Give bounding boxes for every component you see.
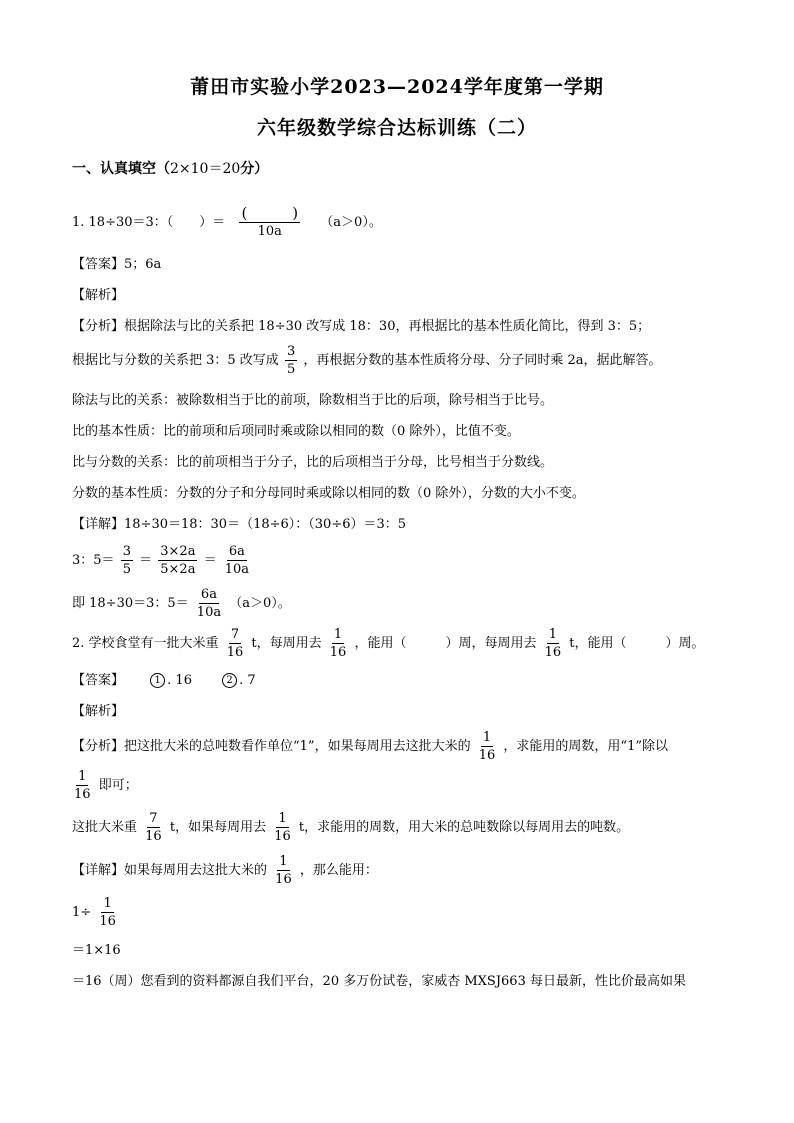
q2-fenxi-2 — [72, 768, 138, 803]
q2-calc-1 — [72, 895, 120, 930]
q1-detail-fraction-3-den: 10a — [224, 562, 250, 577]
q2-detail-1 — [72, 853, 378, 888]
q2-fraction-1-den: 16 — [226, 645, 244, 660]
q2-fenxi-text-3b: t，如果每周用去 — [169, 820, 267, 835]
q1-detail-fraction-1-den: 5 — [122, 562, 131, 577]
q2-detail-fraction-num: 1 — [279, 854, 288, 869]
q1-detail-fraction-1-num: 3 — [122, 544, 131, 559]
q1-detail-fraction-2-den: 5×2a — [160, 562, 196, 577]
section-1-title: 一、认真填空（ — [72, 161, 170, 177]
q1-detail-3 — [72, 586, 291, 621]
q1-detail-2 — [72, 543, 253, 578]
q1-detail-1 — [72, 516, 406, 534]
q1-tail: （a＞0）。 — [320, 215, 382, 230]
q2-calc-1-fraction-num: 1 — [103, 896, 112, 911]
section-1-heading-end: 分） — [240, 161, 269, 177]
q2-fenxi-3-fraction-2 — [272, 810, 293, 845]
q1-detail-3-lead: 即 18÷30＝3：5＝ — [72, 596, 189, 611]
q1-fenxi-2 — [72, 343, 662, 378]
q2-fenxi-fraction-1-den: 16 — [478, 748, 496, 763]
q1-detail-3-tail: （a＞0）。 — [229, 596, 291, 611]
q2-detail-label: 【详解】 — [72, 863, 125, 878]
q1-detail-fraction-2-num: 3×2a — [160, 544, 196, 559]
q2-analysis-label: 【解析】 — [72, 704, 125, 719]
q2-answer-1-marker: 1 — [150, 673, 165, 688]
q2-fenxi-text-1a: 把这批大米的总吨数看作单位“1”，如果每周用去这批大米的 — [124, 739, 471, 754]
q1-detail-3-fraction-den: 10a — [196, 605, 222, 620]
q1-fraction-num: ( ) — [241, 204, 299, 222]
q2-detail-fraction — [273, 853, 294, 888]
q2-fenxi-text-3c: t，求能用的周数，用大米的总吨数除以每周用去的吨数。 — [298, 820, 630, 835]
q2-fraction-2-num: 1 — [333, 627, 343, 642]
q2-fenxi-3-fraction-2-num: 1 — [278, 811, 287, 826]
q1-fenxi-label: 【分析】 — [72, 319, 125, 334]
q2-fenxi-3-fraction-1 — [143, 810, 164, 845]
q1-rule-2: 比的基本性质：比的前项和后项同时乘或除以相同的数（0 除外），比值不变。 — [72, 424, 520, 439]
q1-fenxi-fraction-den: 5 — [286, 362, 296, 377]
q2-fenxi-fraction-1-num: 1 — [482, 730, 492, 745]
q2-mid-1: t，每周用去 — [251, 636, 322, 651]
q2-fenxi-fraction-2-num: 1 — [78, 769, 87, 784]
title-line-1: 莆田市实验小学2023—2024学年度第一学期 — [190, 76, 604, 98]
q2-fenxi-fraction-2 — [72, 768, 93, 803]
q1-rule-1: 除法与比的关系：被除数相当于比的前项，除数相当于比的后项，除号相当于比号。 — [72, 393, 554, 408]
q2-calc-1-lead: 1÷ — [72, 905, 92, 920]
title-line-2: 六年级数学综合达标训练（二） — [256, 117, 537, 139]
q1-detail-label: 【详解】 — [72, 517, 125, 532]
q1-detail-fraction-3-num: 6a — [228, 544, 245, 559]
q2-question — [72, 626, 705, 661]
q2-calc-2: ＝1×16 — [72, 943, 121, 958]
q2-fraction-3 — [543, 626, 564, 661]
q1-fenxi-fraction-num: 3 — [286, 344, 296, 359]
q1-fenxi-text-1: 根据除法与比的关系把 18÷30 改写成 18：30，再根据比的基本性质化简比，得到 3：5； — [124, 319, 651, 334]
q1-lead: 1. 18÷30＝3：（ ）＝ — [72, 215, 226, 230]
q1-answer-label: 【答案】 — [72, 257, 125, 272]
q1-rule-3: 比与分数的关系：比的前项相当于分子，比的后项相当于分母，比号相当于分数线。 — [72, 455, 554, 470]
q2-fenxi-text-3a: 这批大米重 — [72, 820, 138, 835]
q2-answer-1-value: . 16 — [167, 673, 192, 688]
q2-mid-3: t，能用（ ）周。 — [569, 636, 705, 651]
q2-fraction-3-num: 1 — [548, 627, 557, 642]
q1-fenxi-text-2b: ，再根据分数的基本性质将分母、分子同时乘 2a，据此解答。 — [303, 353, 662, 368]
q2-fenxi-3-fraction-1-den: 16 — [145, 829, 162, 844]
q1-answer-value: 5；6a — [124, 257, 162, 272]
q1-detail-fraction-2 — [158, 543, 197, 578]
q2-answer-2-value: . 7 — [239, 673, 256, 688]
q1-analysis-label: 【解析】 — [72, 288, 125, 303]
q2-fraction-2-den: 16 — [329, 645, 347, 660]
q1-detail-fraction-1 — [121, 543, 133, 578]
q1-fenxi-text-2a: 根据比与分数的关系把 3：5 改写成 — [72, 353, 279, 368]
q1-detail-3-fraction-num: 6a — [200, 587, 217, 602]
q2-fraction-2 — [328, 626, 349, 661]
q2-fenxi-1 — [72, 729, 668, 764]
q2-fenxi-label: 【分析】 — [72, 739, 125, 754]
q2-fenxi-fraction-2-den: 16 — [74, 787, 91, 802]
q2-calc-3: ＝16（周）您看到的资料都源自我们平台，20 多万份试卷，家威杏 MXSJ663 每日最新，性比价最高如果 — [72, 974, 686, 989]
q2-fraction-1 — [225, 626, 246, 661]
q1-question — [72, 205, 382, 240]
section-1-score: 2×10＝20 — [170, 161, 241, 177]
q2-answer — [72, 672, 256, 690]
q1-answer — [72, 256, 161, 274]
q1-detail-equals-2: ＝ — [203, 553, 217, 568]
q2-calc-1-fraction — [97, 895, 118, 930]
section-1-heading — [72, 160, 268, 178]
q1-detail-3-fraction — [195, 586, 223, 621]
q1-rule-4: 分数的基本性质：分数的分子和分母同时乘或除以相同的数（0 除外），分数的大小不变。 — [72, 486, 585, 501]
q2-fenxi-fraction-1 — [477, 729, 498, 764]
q1-detail-2-lead: 3：5＝ — [72, 553, 115, 568]
q2-fraction-3-den: 16 — [544, 645, 562, 660]
q1-fenxi-fraction — [285, 343, 297, 378]
q2-fenxi-text-2b: 即可； — [98, 778, 138, 793]
q1-detail-fraction-3 — [223, 543, 251, 578]
q2-answer-2 — [222, 673, 256, 688]
q2-fenxi-text-1b: ，求能用的周数，用“1”除以 — [503, 739, 668, 754]
q2-answer-1 — [150, 673, 192, 688]
q2-detail-text-1a: 如果每周用去这批大米的 — [124, 863, 268, 878]
q2-fraction-1-num: 7 — [230, 627, 240, 642]
q1-detail-equals-1: ＝ — [139, 553, 153, 568]
q1-fenxi-1 — [72, 318, 650, 336]
q2-detail-fraction-den: 16 — [275, 872, 292, 887]
q1-detail-text-1: 18÷30＝18：30＝（18÷6）：（30÷6）＝3：5 — [124, 517, 407, 532]
q2-calc-1-fraction-den: 16 — [99, 914, 116, 929]
q1-fraction-den: 10a — [257, 224, 282, 239]
q2-fenxi-3-fraction-1-num: 7 — [149, 811, 158, 826]
q2-fenxi-3-fraction-2-den: 16 — [274, 829, 291, 844]
q2-detail-text-1b: ，那么能用： — [299, 863, 378, 878]
q2-answer-2-marker: 2 — [222, 673, 237, 688]
q2-mid-2: ，能用（ ）周，每周用去 — [354, 636, 537, 651]
q2-lead: 2. 学校食堂有一批大米重 — [72, 636, 219, 651]
q2-answer-label: 【答案】 — [72, 673, 125, 688]
q1-fraction — [239, 205, 300, 240]
q2-fenxi-3 — [72, 810, 629, 845]
